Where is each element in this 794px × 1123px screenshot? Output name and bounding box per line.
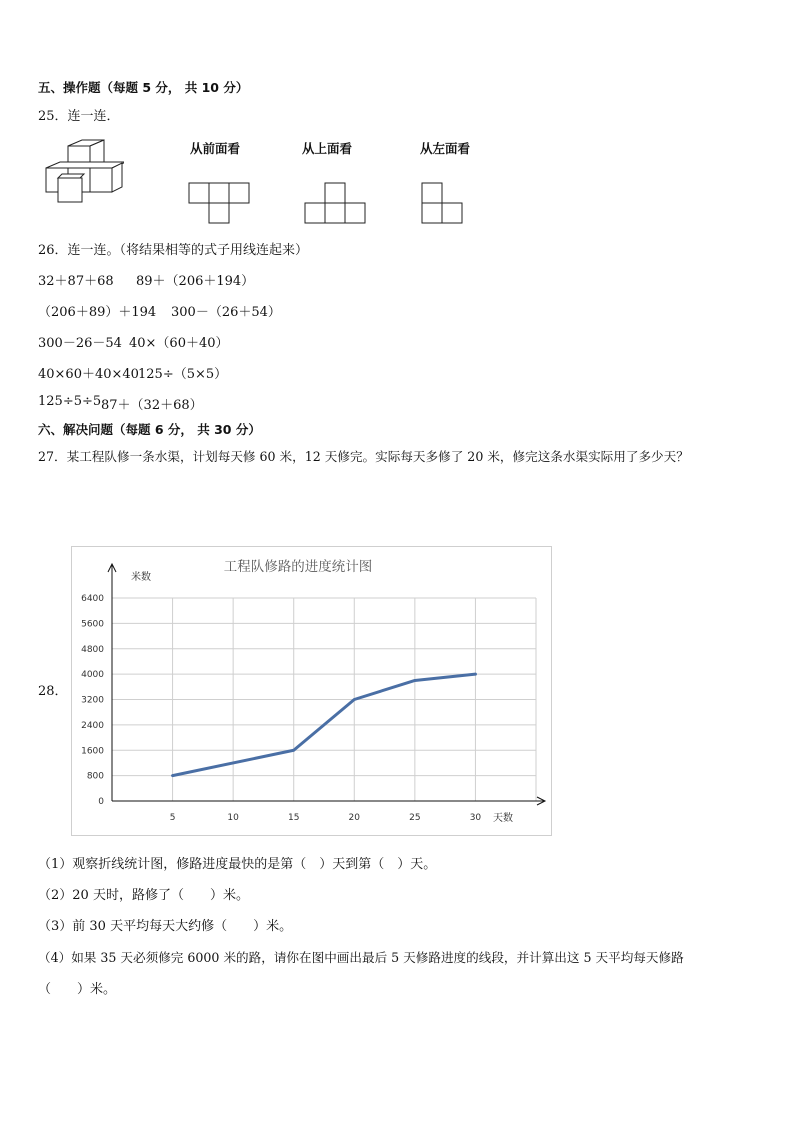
q26-right-1: 89＋（206＋194） <box>136 274 255 289</box>
data-point <box>474 673 476 675</box>
y-axis-label: 米数 <box>131 572 151 583</box>
view-label-top: 从上面看 <box>302 141 353 156</box>
q25-text: 25．连一连． <box>38 109 120 124</box>
q26-left-3: 300－26－54 <box>38 336 122 351</box>
top-view-shape <box>304 182 366 226</box>
y-tick-label: 6400 <box>81 594 104 604</box>
q26-right-4: 125÷（5×5） <box>138 367 228 382</box>
q26-left-4: 40×60＋40×40 <box>38 367 139 382</box>
y-tick-label: 2400 <box>81 720 104 731</box>
x-axis-label: 天数 <box>493 813 513 824</box>
y-tick-label: 4800 <box>81 644 104 655</box>
left-view-shape <box>421 182 465 226</box>
data-point <box>171 774 173 776</box>
y-tick-label: 1600 <box>81 746 104 757</box>
data-point <box>353 698 355 700</box>
y-tick-label: 3200 <box>81 695 104 706</box>
q28-sub-1: （1）观察折线统计图，修路进度最快的是第（ ）天到第（ ）天。 <box>38 857 437 872</box>
cube-stack-figure <box>42 138 124 206</box>
y-tick-label: 4000 <box>81 670 104 681</box>
y-tick-label: 800 <box>86 771 104 782</box>
y-tick-label: 0 <box>98 797 104 807</box>
q28-number: 28． <box>38 684 68 699</box>
q26-left-1: 32＋87＋68 <box>38 274 114 289</box>
q26-text: 26．连一连。（将结果相等的式子用线连起来） <box>38 243 309 258</box>
progress-line-chart <box>71 546 552 836</box>
q28-sub-3: （3）前 30 天平均每天大约修（ ）米。 <box>38 919 293 934</box>
q26-right-2: 300－（26＋54） <box>171 305 281 320</box>
q27-text: 27．某工程队修一条水渠，计划每天修 60 米，12 天修完。实际每天多修了 20 米，修完这条水渠实际用了多少天？ <box>38 449 689 464</box>
section5-heading: 五、操作题（每题 5 分， 共 10 分） <box>38 80 249 95</box>
x-tick-label: 15 <box>287 813 300 823</box>
x-tick-label: 5 <box>169 813 176 823</box>
x-tick-label: 25 <box>409 813 421 823</box>
q26-right-5: 87＋（32＋68） <box>101 398 203 413</box>
q26-left-2: （206＋89）＋194 <box>38 305 157 320</box>
q28-sub-4: （4）如果 35 天必须修完 6000 米的路，请你在图中画出最后 5 天修路进度的线段，并计算出这 5 天平均每天修路 <box>38 950 684 965</box>
q28-sub-5: （ ）米。 <box>38 982 117 997</box>
q26-left-5: 125÷5÷5 <box>38 394 102 409</box>
view-label-left: 从左面看 <box>420 141 471 156</box>
data-point <box>293 749 295 751</box>
x-tick-label: 20 <box>348 813 361 823</box>
q26-right-3: 40×（60＋40） <box>129 336 229 351</box>
y-tick-label: 5600 <box>81 619 104 630</box>
chart-frame <box>72 547 552 836</box>
data-point <box>414 679 416 681</box>
front-view-shape <box>188 182 250 226</box>
x-tick-label: 30 <box>469 813 482 823</box>
x-tick-label: 10 <box>227 813 239 823</box>
chart-title: 工程队修路的进度统计图 <box>223 559 373 575</box>
q28-sub-2: （2）20 天时，路修了（ ）米。 <box>38 888 249 903</box>
view-label-front: 从前面看 <box>190 141 241 156</box>
data-point <box>232 762 234 764</box>
section6-heading: 六、解决问题（每题 6 分， 共 30 分） <box>38 422 261 437</box>
